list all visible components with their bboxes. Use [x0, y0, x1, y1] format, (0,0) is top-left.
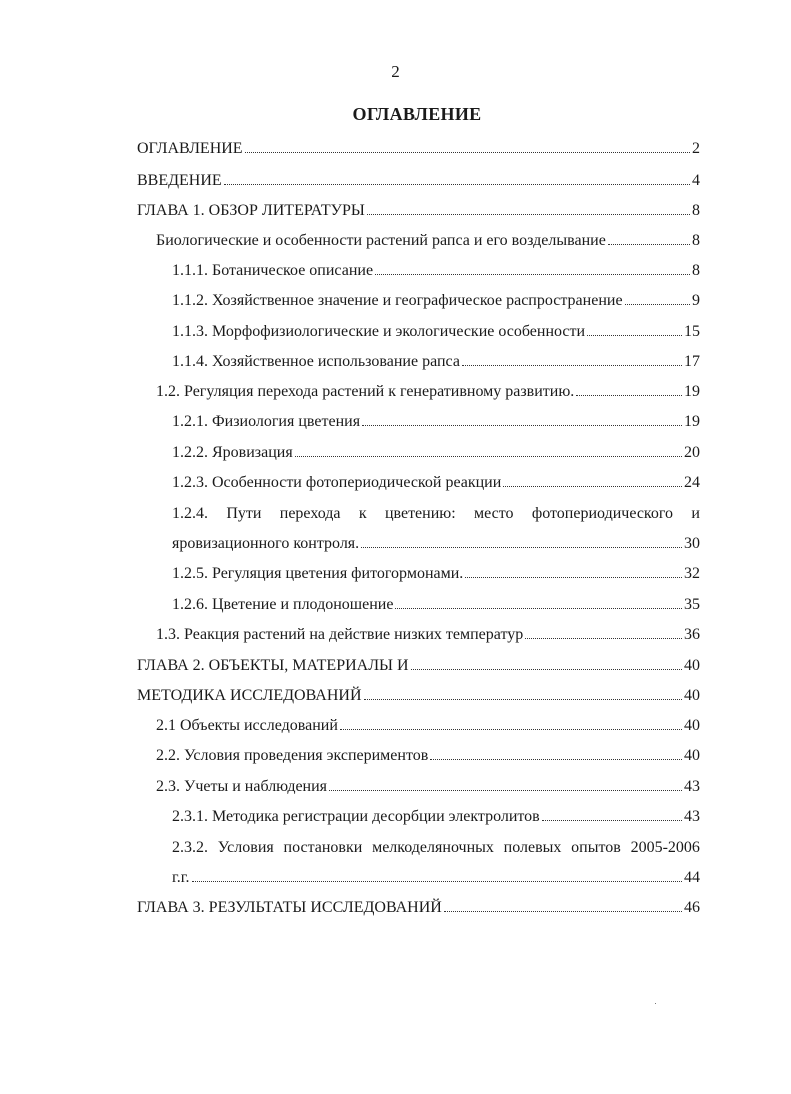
- toc-entry-page: 40: [684, 747, 700, 764]
- toc-leader-dots: [362, 411, 682, 426]
- toc-entry-text: ВВЕДЕНИЕ: [137, 172, 222, 189]
- toc-entry-text: 2.3.1. Методика регистрации десорбции электролитов: [172, 808, 540, 825]
- toc-entry: [172, 472, 700, 494]
- toc-word: к: [358, 505, 367, 522]
- scan-speck: [655, 1003, 656, 1004]
- toc-leader-dots: [367, 200, 690, 215]
- toc-entry-text: яровизационного контроля.: [172, 535, 360, 552]
- toc-entry-page: 35: [684, 596, 700, 613]
- toc-leader-dots: [503, 472, 682, 487]
- toc-entry-text: 2.3. Учеты и наблюдения: [156, 778, 328, 795]
- toc-title: ОГЛАВЛЕНИЕ: [352, 104, 482, 124]
- toc-entry-page: 19: [684, 383, 700, 400]
- toc-entry-page: 46: [684, 899, 700, 916]
- toc-entry-text: 1.1.2. Хозяйственное значение и географическое распространение: [172, 292, 623, 309]
- toc-entry-page: 40: [684, 657, 700, 674]
- toc-word: Условия: [217, 839, 274, 856]
- toc-entry: [172, 351, 700, 373]
- toc-entry: [172, 321, 700, 343]
- toc-entry-page: 43: [684, 808, 700, 825]
- toc-entry-text: 2.1 Объекты исследований: [156, 717, 338, 734]
- toc-word: Пути: [226, 505, 262, 522]
- toc-entry: [172, 533, 700, 555]
- toc-word: цветению:: [384, 505, 456, 522]
- toc-entry-page: 2: [692, 140, 700, 157]
- toc-entry-page: 17: [684, 353, 700, 370]
- toc-entry: [172, 563, 700, 585]
- toc-entry-page: 40: [684, 717, 700, 734]
- toc-entry-wrapped-first-line: [172, 837, 700, 859]
- toc-entry-page: 44: [684, 869, 700, 886]
- toc-entry: [137, 685, 700, 707]
- toc-entry-text: г.г.: [172, 869, 190, 886]
- toc-entry-text: МЕТОДИКА ИССЛЕДОВАНИЙ: [137, 687, 362, 704]
- toc-leader-dots: [608, 230, 690, 245]
- toc-entry-page: 8: [692, 232, 700, 249]
- toc-word: место: [474, 505, 514, 522]
- toc-leader-dots: [411, 655, 682, 670]
- toc-entry: [137, 170, 700, 192]
- toc-entry-page: 36: [684, 626, 700, 643]
- toc-entry-text: 1.1.1. Ботаническое описание: [172, 262, 374, 279]
- toc-entry-text: ГЛАВА 3. РЕЗУЛЬТАТЫ ИССЛЕДОВАНИЙ: [137, 899, 442, 916]
- toc-leader-dots: [576, 381, 682, 396]
- toc-entry-page: 24: [684, 474, 700, 491]
- toc-entry-text: 1.2.1. Физиология цветения: [172, 413, 361, 430]
- toc-leader-dots: [361, 533, 682, 548]
- toc-leader-dots: [625, 290, 690, 305]
- toc-word: полевых: [503, 839, 562, 856]
- toc-entry-page: 8: [692, 262, 700, 279]
- toc-entry-text: ГЛАВА 1. ОБЗОР ЛИТЕРАТУРЫ: [137, 202, 365, 219]
- toc-entry-text: 2.2. Условия проведения экспериментов: [156, 747, 429, 764]
- toc-entry-text: ГЛАВА 2. ОБЪЕКТЫ, МАТЕРИАЛЫ И: [137, 657, 409, 674]
- toc-entry-page: 20: [684, 444, 700, 461]
- toc-word: и: [691, 505, 700, 522]
- toc-word: 2005-2006: [630, 839, 700, 856]
- toc-entry-page: 19: [684, 413, 700, 430]
- toc-entry: [137, 897, 700, 919]
- toc-leader-dots: [340, 715, 682, 730]
- toc-entry-page: 43: [684, 778, 700, 795]
- toc-entry-text: 1.2.3. Особенности фотопериодической реакции: [172, 474, 502, 491]
- toc-leader-dots: [295, 442, 682, 457]
- toc-entry: [156, 776, 700, 798]
- toc-entry-page: 32: [684, 565, 700, 582]
- toc-entry-page: 15: [684, 323, 700, 340]
- toc-leader-dots: [192, 867, 682, 882]
- toc-entry: [172, 411, 700, 433]
- toc-leader-dots: [329, 776, 682, 791]
- toc-entry: [172, 442, 700, 464]
- toc-entry: [172, 260, 700, 282]
- toc-entry-text: 1.2.2. Яровизация: [172, 444, 293, 461]
- toc-leader-dots: [224, 170, 690, 185]
- toc-entry: [156, 381, 700, 403]
- toc-leader-dots: [462, 351, 682, 366]
- toc-entry-wrapped-first-line: [172, 503, 700, 525]
- toc-leader-dots: [375, 260, 690, 275]
- toc-entry-page: 30: [684, 535, 700, 552]
- toc-entry-page: 9: [692, 292, 700, 309]
- toc-entry: [172, 806, 700, 828]
- toc-leader-dots: [430, 745, 682, 760]
- toc-leader-dots: [465, 563, 682, 578]
- toc-leader-dots: [444, 897, 682, 912]
- toc-entry: [172, 594, 700, 616]
- toc-entry: [172, 867, 700, 889]
- toc-word: 2.3.2.: [172, 839, 208, 856]
- toc-entry-text: 1.2.6. Цветение и плодоношение: [172, 596, 394, 613]
- page-number: 2: [391, 62, 400, 81]
- toc-entry: [137, 200, 700, 222]
- toc-leader-dots: [245, 138, 690, 153]
- toc-entry: [172, 290, 700, 312]
- toc-entry-page: 4: [692, 172, 700, 189]
- toc-entry-page: 40: [684, 687, 700, 704]
- toc-leader-dots: [364, 685, 683, 700]
- toc-entry: [137, 138, 700, 160]
- toc-entry: [137, 655, 700, 677]
- toc-entry: [156, 230, 700, 252]
- toc-word: 1.2.4.: [172, 505, 208, 522]
- toc-entry-text: 1.2. Регуляция перехода растений к генеративному развитию.: [156, 383, 575, 400]
- toc-entry: [156, 745, 700, 767]
- toc-word: опытов: [571, 839, 621, 856]
- toc-word: перехода: [279, 505, 341, 522]
- toc-entry-text: 1.1.4. Хозяйственное использование рапса: [172, 353, 460, 370]
- toc-word: постановки: [283, 839, 363, 856]
- toc-leader-dots: [525, 624, 682, 639]
- toc-entry-text: Биологические и особенности растений рапса и его возделывание: [156, 232, 606, 249]
- toc-entry: [156, 624, 700, 646]
- toc-word: мелкоделяночных: [372, 839, 494, 856]
- toc-entry-text: 1.1.3. Морфофизиологические и экологические особенности: [172, 323, 586, 340]
- toc-entry: [156, 715, 700, 737]
- toc-entry-text: 1.2.5. Регуляция цветения фитогормонами.: [172, 565, 464, 582]
- toc-leader-dots: [395, 594, 682, 609]
- toc-entry-text: ОГЛАВЛЕНИЕ: [137, 140, 243, 157]
- toc-entry-text: 1.3. Реакция растений на действие низких температур: [156, 626, 524, 643]
- toc-entry-page: 8: [692, 202, 700, 219]
- toc-leader-dots: [587, 321, 682, 336]
- toc-word: фотопериодического: [531, 505, 674, 522]
- toc-leader-dots: [542, 806, 682, 821]
